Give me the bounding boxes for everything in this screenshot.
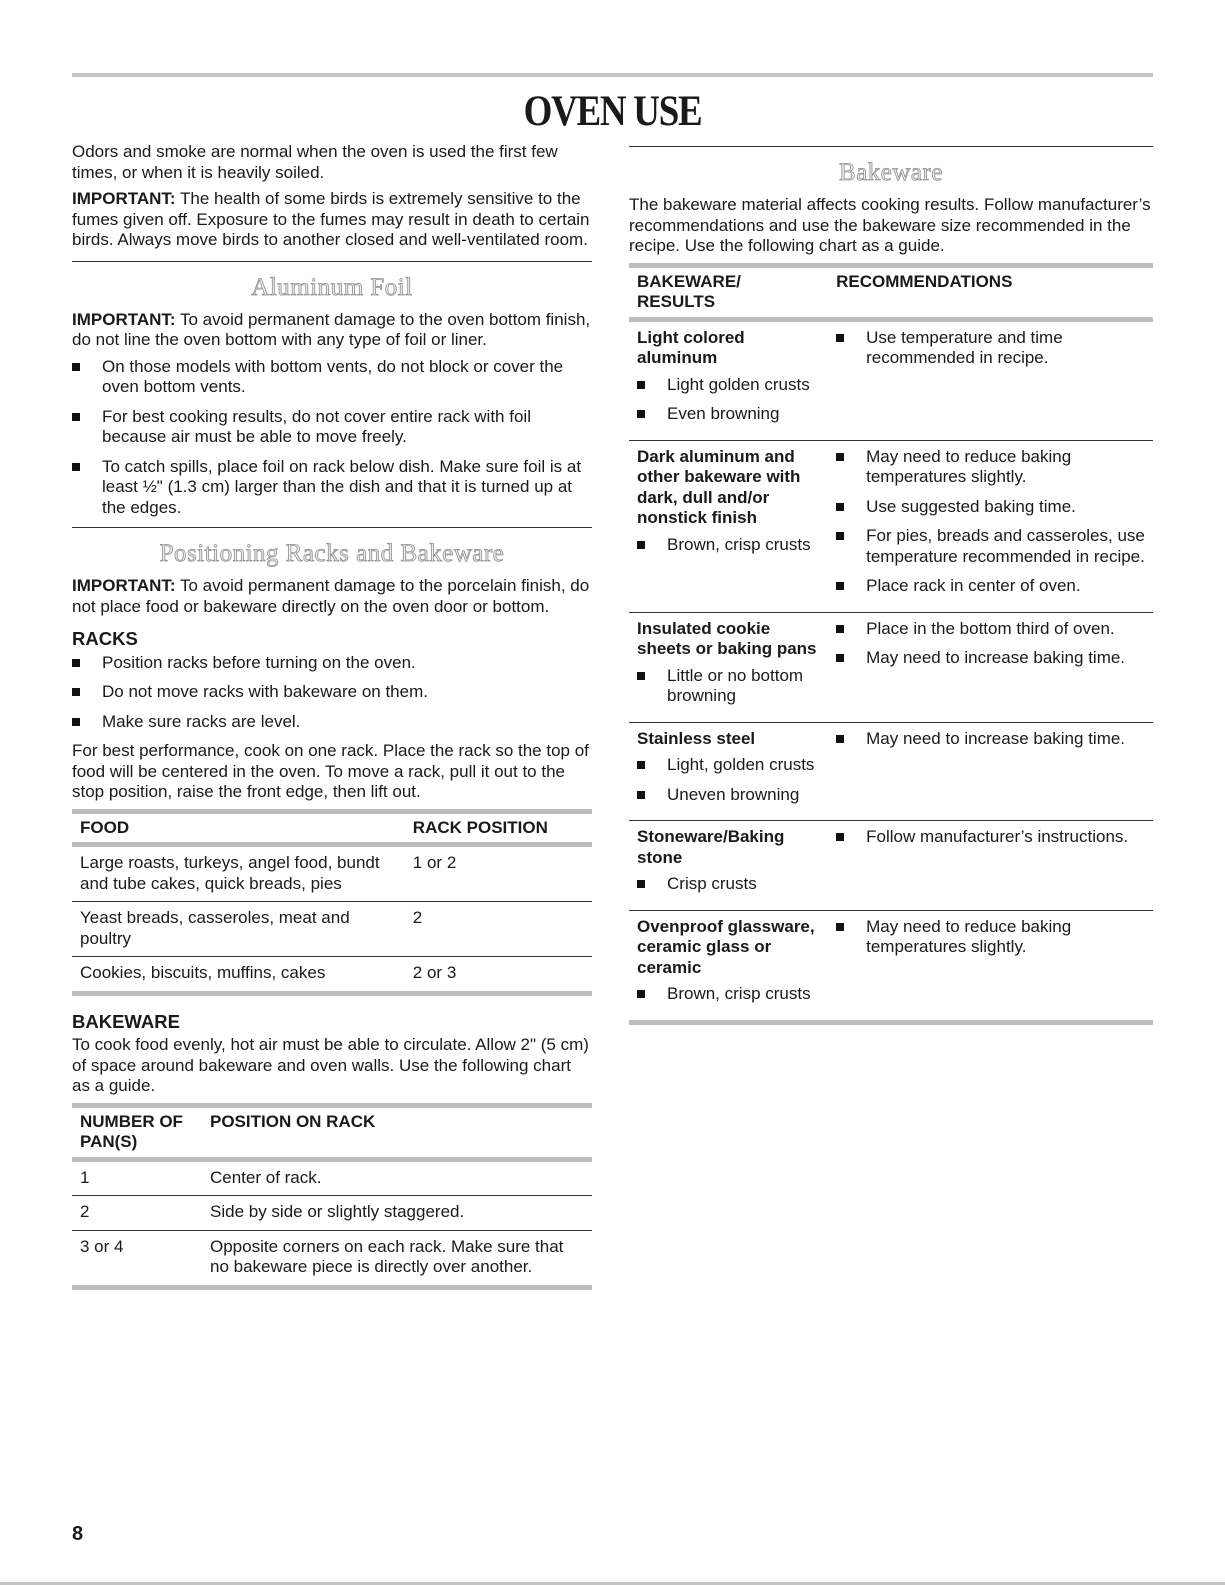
table-cell: [629, 910, 828, 1020]
recommendations-list: [836, 729, 1145, 750]
list-item: Do not move racks with bakeware on them.: [72, 682, 592, 703]
table-row: [72, 1196, 592, 1231]
table-row: [72, 902, 592, 957]
foil-important-text: To avoid permanent damage to the oven bottom finish, do not line the oven bottom with any type of foil or liner.: [72, 309, 591, 349]
section-divider: [72, 527, 592, 528]
results-list: [637, 375, 820, 425]
table-cell: [629, 821, 828, 911]
table-header: FOOD: [80, 817, 130, 837]
table-cell: [629, 440, 828, 612]
rack-position-table: [72, 814, 592, 991]
bakeware-material: Stainless steel: [637, 728, 756, 748]
bakeware-material: Stoneware/Baking stone: [637, 827, 785, 867]
positioning-important-text: To avoid permanent damage to the porcelain finish, do not place food or bakeware directly on the oven door or bottom.: [72, 576, 590, 616]
table-header-row: [72, 814, 592, 843]
page-number: 8: [72, 1523, 84, 1545]
recommendations-list: [836, 619, 1145, 669]
important-label: IMPORTANT:: [72, 576, 176, 595]
table-cell: 2 or 3: [405, 957, 592, 991]
list-item: Brown, crisp crusts: [637, 984, 820, 1005]
list-item: May need to reduce baking temperatures slightly.: [836, 917, 1145, 958]
table-row: [629, 322, 1153, 441]
table-cell: [629, 612, 828, 722]
positioning-important: [72, 576, 592, 617]
table-cell: Cookies, biscuits, muffins, cakes: [72, 957, 405, 991]
racks-paragraph: For best performance, cook on one rack. Place the rack so the top of food will be centered in the oven. To move a rack, pull it out to the stop position, raise the front edge, then lift out.: [72, 741, 589, 801]
bakeware-intro-paragraph: The bakeware material affects cooking results. Follow manufacturer’s recommendations and use the bakeware size recommended in the recipe. Use the following chart as a guide.: [629, 195, 1151, 255]
table-bottom-rule: [72, 991, 592, 996]
list-item: Brown, crisp crusts: [637, 535, 820, 556]
table-row: [629, 440, 1153, 612]
table-cell: Center of rack.: [210, 1167, 322, 1187]
table-cell: Side by side or slightly staggered.: [202, 1196, 592, 1231]
bakeware-material: Dark aluminum and other bakeware with dark, dull and/or nonstick finish: [637, 446, 801, 527]
list-item: Little or no bottom browning: [637, 666, 820, 707]
racks-heading: RACKS: [72, 628, 138, 649]
list-item: Even browning: [637, 404, 820, 425]
results-list: [637, 874, 820, 895]
list-item: Light golden crusts: [637, 375, 820, 396]
table-cell: [828, 322, 1153, 441]
pan-position-table: [72, 1108, 592, 1285]
results-list: [637, 535, 820, 556]
section-title-positioning: Positioning Racks and Bakeware: [159, 540, 505, 567]
section-title-aluminum-foil: Aluminum Foil: [251, 273, 413, 301]
table-row: [72, 1230, 592, 1285]
table-cell: Large roasts, turkeys, angel food, bundt and tube cakes, quick breads, pies: [80, 853, 380, 893]
results-list: [637, 666, 820, 707]
bakeware-material: Insulated cookie sheets or baking pans: [637, 618, 817, 658]
intro-important: [72, 189, 592, 251]
top-rule: [72, 73, 1153, 77]
list-item: For pies, breads and casseroles, use temperature recommended in recipe.: [836, 526, 1145, 567]
table-row: [629, 612, 1153, 722]
bakeware-material: Ovenproof glassware, ceramic glass or ceramic: [637, 916, 815, 977]
list-item: Make sure racks are level.: [72, 712, 592, 733]
important-label: IMPORTANT:: [72, 309, 176, 329]
table-cell: [828, 910, 1153, 1020]
intro-important-text: The health of some birds is extremely sensitive to the fumes given off. Exposure to the fumes may result in death to certain birds. Always move birds to another closed and well-ventilated room.: [72, 189, 590, 249]
table-cell: [629, 722, 828, 821]
table-cell: Opposite corners on each rack. Make sure that no bakeware piece is directly over another.: [202, 1230, 592, 1285]
table-cell: 1 or 2: [412, 853, 457, 872]
intro-paragraph: Odors and smoke are normal when the oven is used the first few times, or when it is heavily soiled.: [72, 142, 558, 182]
list-item: Place in the bottom third of oven.: [836, 619, 1145, 640]
foil-bullet-list: [72, 357, 592, 519]
section-title-bakeware: Bakeware: [839, 159, 943, 186]
table-bottom-rule: [72, 1285, 592, 1290]
bakeware-paragraph: To cook food evenly, hot air must be able to circulate. Allow 2" (5 cm) of space around bakeware and oven walls. Use the following chart as a guide.: [72, 1035, 589, 1095]
table-cell: 2: [72, 1196, 202, 1231]
table-header: BAKEWARE/ RESULTS: [637, 271, 741, 311]
table-row: [72, 847, 592, 902]
recommendations-list: [836, 917, 1145, 958]
list-item: Follow manufacturer’s instructions.: [836, 827, 1145, 848]
results-list: [637, 755, 820, 805]
results-list: [637, 984, 820, 1005]
table-header: RACK POSITION: [412, 817, 548, 837]
table-header: RECOMMENDATIONS: [836, 271, 1013, 291]
table-cell: 2: [405, 902, 592, 957]
table-cell: [629, 322, 828, 441]
racks-bullet-list: [72, 653, 592, 733]
recommendations-list: [836, 328, 1145, 369]
list-item: To catch spills, place foil on rack below dish. Make sure foil is at least ½" (1.3 cm) larger than the dish and that it is turned up at the edges.: [72, 457, 592, 519]
bakeware-heading: BAKEWARE: [72, 1010, 180, 1032]
table-cell: 1: [80, 1167, 90, 1187]
left-column: [72, 142, 592, 1290]
page-title: OVEN USE: [523, 88, 702, 135]
table-cell: [828, 440, 1153, 612]
right-column: [629, 146, 1153, 1025]
list-item: Uneven browning: [637, 785, 820, 806]
bakeware-results-table: [629, 268, 1153, 1020]
list-item: On those models with bottom vents, do not block or cover the oven bottom vents.: [72, 357, 592, 398]
table-bottom-rule: [629, 1020, 1153, 1025]
list-item: Position racks before turning on the oven.: [72, 653, 592, 674]
section-divider: [629, 146, 1153, 147]
table-header: POSITION ON RACK: [210, 1111, 376, 1131]
table-cell: [828, 821, 1153, 911]
table-header-row: [629, 268, 1153, 317]
list-item: May need to reduce baking temperatures slightly.: [836, 447, 1145, 488]
list-item: Use suggested baking time.: [836, 497, 1145, 518]
list-item: Use temperature and time recommended in recipe.: [836, 328, 1145, 369]
recommendations-list: [836, 447, 1145, 597]
section-divider: [72, 261, 592, 262]
table-row: [72, 957, 592, 991]
table-row: [629, 722, 1153, 821]
foil-important: [72, 310, 592, 351]
recommendations-list: [836, 827, 1145, 848]
list-item: May need to increase baking time.: [836, 729, 1145, 750]
table-cell: 3 or 4: [72, 1230, 202, 1285]
table-row: [629, 910, 1153, 1020]
list-item: Place rack in center of oven.: [836, 576, 1145, 597]
list-item: May need to increase baking time.: [836, 648, 1145, 669]
table-header: NUMBER OF PAN(S): [80, 1111, 183, 1151]
important-label: IMPORTANT:: [72, 189, 176, 208]
table-row: [72, 1162, 592, 1196]
table-cell: [828, 612, 1153, 722]
list-item: For best cooking results, do not cover entire rack with foil because air must be able to move freely.: [72, 407, 592, 448]
table-cell: Yeast breads, casseroles, meat and poultry: [72, 902, 405, 957]
list-item: Crisp crusts: [637, 874, 820, 895]
bakeware-material: Light colored aluminum: [637, 327, 745, 367]
table-cell: [828, 722, 1153, 821]
table-header-row: [72, 1108, 592, 1157]
list-item: Light, golden crusts: [637, 755, 820, 776]
table-row: [629, 821, 1153, 911]
